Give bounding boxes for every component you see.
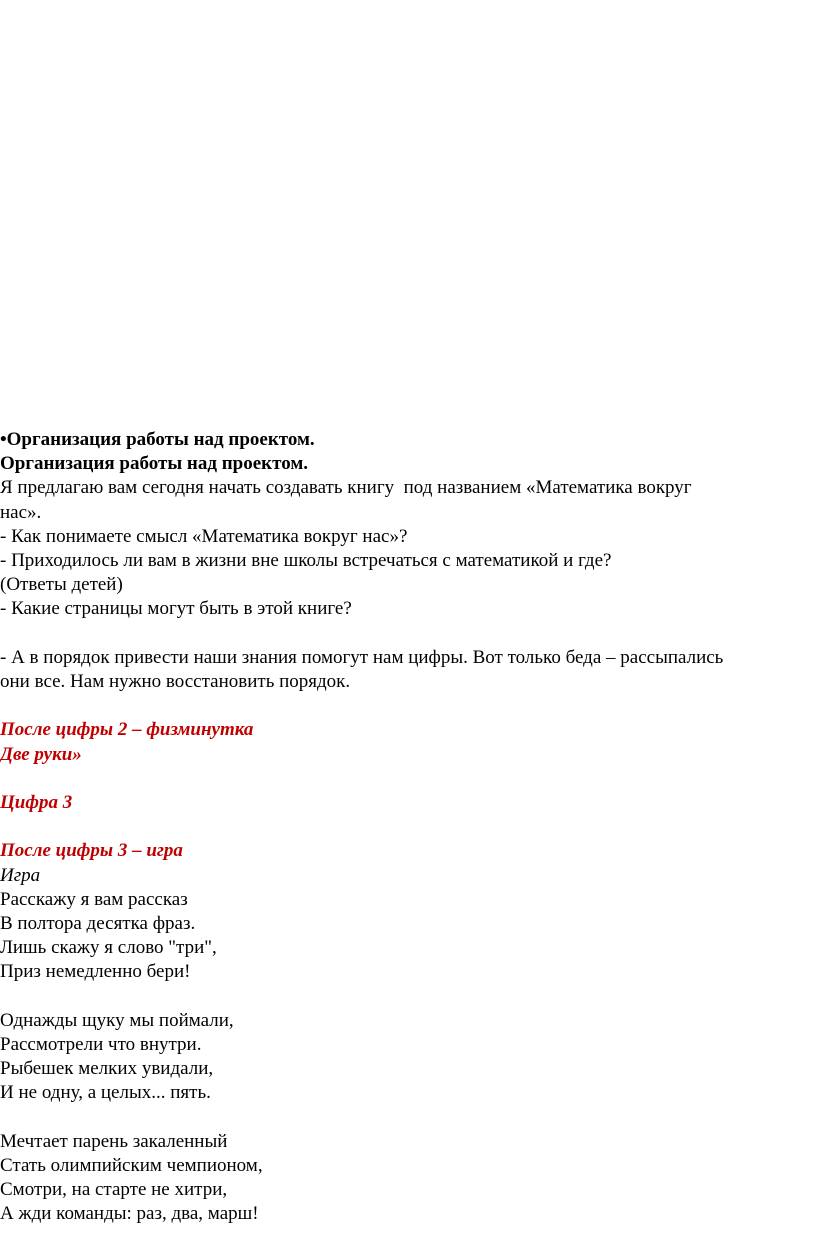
blank-line	[0, 622, 816, 646]
fizminutka-title: После цифры 2 – физминутка	[0, 719, 254, 741]
blank-line	[0, 694, 816, 718]
poem-line: Смотри, на старте не хитри,	[0, 1179, 228, 1201]
intro-line-1: Я предлагаю вам сегодня начать создавать книгу под названием «Математика вокруг	[0, 477, 692, 499]
game-title: После цифры 3 – игра	[0, 840, 183, 862]
bullet-heading: • Организация работы над проектом.	[0, 428, 816, 452]
blank-line	[0, 767, 816, 791]
poem-line: Лишь скажу я слово "три",	[0, 937, 217, 959]
poem-line: Стать олимпийским чемпионом,	[0, 1155, 263, 1176]
question-3: - Какие страницы могут быть в этой книге?	[0, 598, 352, 620]
fizminutka-subtitle: Две руки»	[0, 743, 82, 765]
blank-line	[0, 985, 816, 1009]
poem-line: Расскажу я вам рассказ	[0, 888, 188, 910]
digits-paragraph-line-2: они все. Нам нужно восстановить порядок.	[0, 671, 351, 693]
poem-line: Мечтает парень закаленный	[0, 1130, 228, 1152]
poem-line: Рыбешек мелких увидали,	[0, 1058, 214, 1080]
poem-line: В полтора десятка фраз.	[0, 913, 196, 934]
poem-stanza-3	[0, 1130, 816, 1227]
document-body	[0, 428, 816, 1227]
digit-3-title: Цифра 3	[0, 792, 73, 813]
blank-line	[0, 1106, 816, 1130]
poem-stanza-2	[0, 1009, 816, 1106]
section-heading: Организация работы над проектом.	[0, 453, 309, 475]
blank-line	[0, 815, 816, 839]
intro-line-2: нас».	[0, 501, 42, 523]
poem-line: Однажды щуку мы поймали,	[0, 1009, 234, 1031]
poem-line: Рассмотрели что внутри.	[0, 1034, 202, 1055]
question-1: - Как понимаете смысл «Математика вокруг нас»?	[0, 525, 408, 547]
game-label: Игра	[0, 864, 41, 886]
poem-line: Приз немедленно бери!	[0, 961, 191, 983]
digits-paragraph-line-1: - А в порядок привести наши знания помогут нам цифры. Вот только беда – рассыпались	[0, 646, 724, 668]
question-2: - Приходилось ли вам в жизни вне школы встречаться с математикой и где?	[0, 550, 612, 572]
poem-stanza-1	[0, 888, 816, 985]
poem-line: И не одну, а целых... пять.	[0, 1082, 211, 1104]
poem-line: А жди команды: раз, два, марш!	[0, 1203, 259, 1225]
children-answers: (Ответы детей)	[0, 574, 123, 596]
